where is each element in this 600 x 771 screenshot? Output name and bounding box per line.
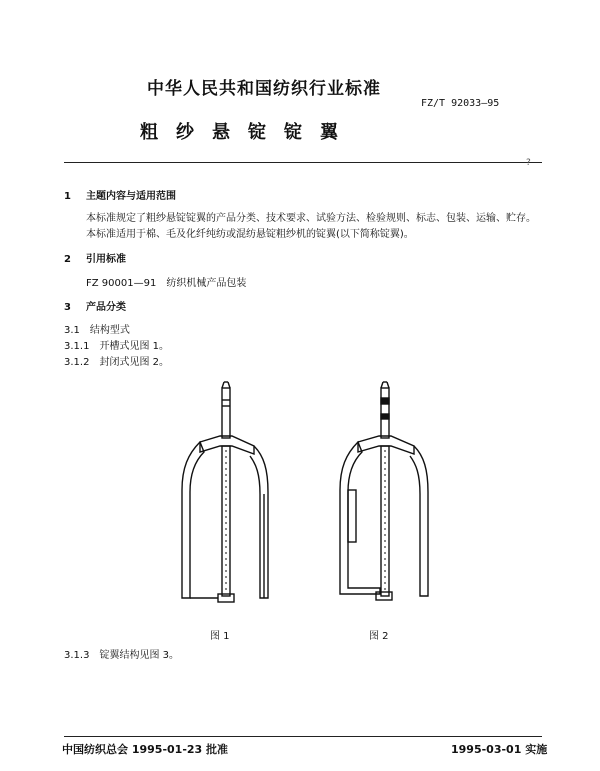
header-rule — [64, 162, 542, 163]
section-1-para-2: 本标准适用于棉、毛及化纤纯纺或混纺悬锭粗纱机的锭翼(以下简称锭翼)。 — [86, 229, 414, 240]
approval-date: 中国纺织总会 1995-01-23 批准 — [62, 743, 229, 756]
section-1-para-1: 本标准规定了粗纱悬锭锭翼的产品分类、技术要求、试验方法、检验规则、标志、包装、运输、贮存。 — [86, 213, 536, 224]
clause-3-1: 3.1 结构型式 — [64, 325, 130, 336]
figure-1-caption: 图 1 — [210, 631, 230, 642]
section-2-number: 2 — [64, 254, 71, 265]
clause-3-1-2: 3.1.2 封闭式见图 2。 — [64, 357, 169, 368]
effective-date: 1995-03-01 实施 — [451, 743, 548, 756]
document-title: 粗纱悬锭锭翼 — [140, 122, 356, 143]
figure-2-drawing — [330, 380, 440, 610]
figure-1-drawing — [170, 380, 280, 610]
reference-standard: FZ 90001—91 纺织机械产品包装 — [86, 278, 247, 289]
figure-2-caption: 图 2 — [369, 631, 389, 642]
section-1-title: 主题内容与适用范围 — [86, 191, 176, 202]
section-1-heading — [64, 187, 176, 202]
corner-mark: ? — [526, 158, 531, 168]
section-2-title: 引用标准 — [86, 254, 126, 265]
clause-3-1-1: 3.1.1 开槽式见图 1。 — [64, 341, 169, 352]
footer-rule — [64, 736, 542, 737]
section-1-number: 1 — [64, 191, 71, 202]
section-2-heading — [64, 250, 126, 265]
section-3-title: 产品分类 — [86, 302, 126, 313]
section-3-heading — [64, 298, 126, 313]
section-3-number: 3 — [64, 302, 71, 313]
org-title: 中华人民共和国纺织行业标准 — [147, 79, 381, 99]
standard-code: FZ/T 92033—95 — [421, 98, 500, 109]
clause-3-1-3: 3.1.3 锭翼结构见图 3。 — [64, 650, 179, 661]
